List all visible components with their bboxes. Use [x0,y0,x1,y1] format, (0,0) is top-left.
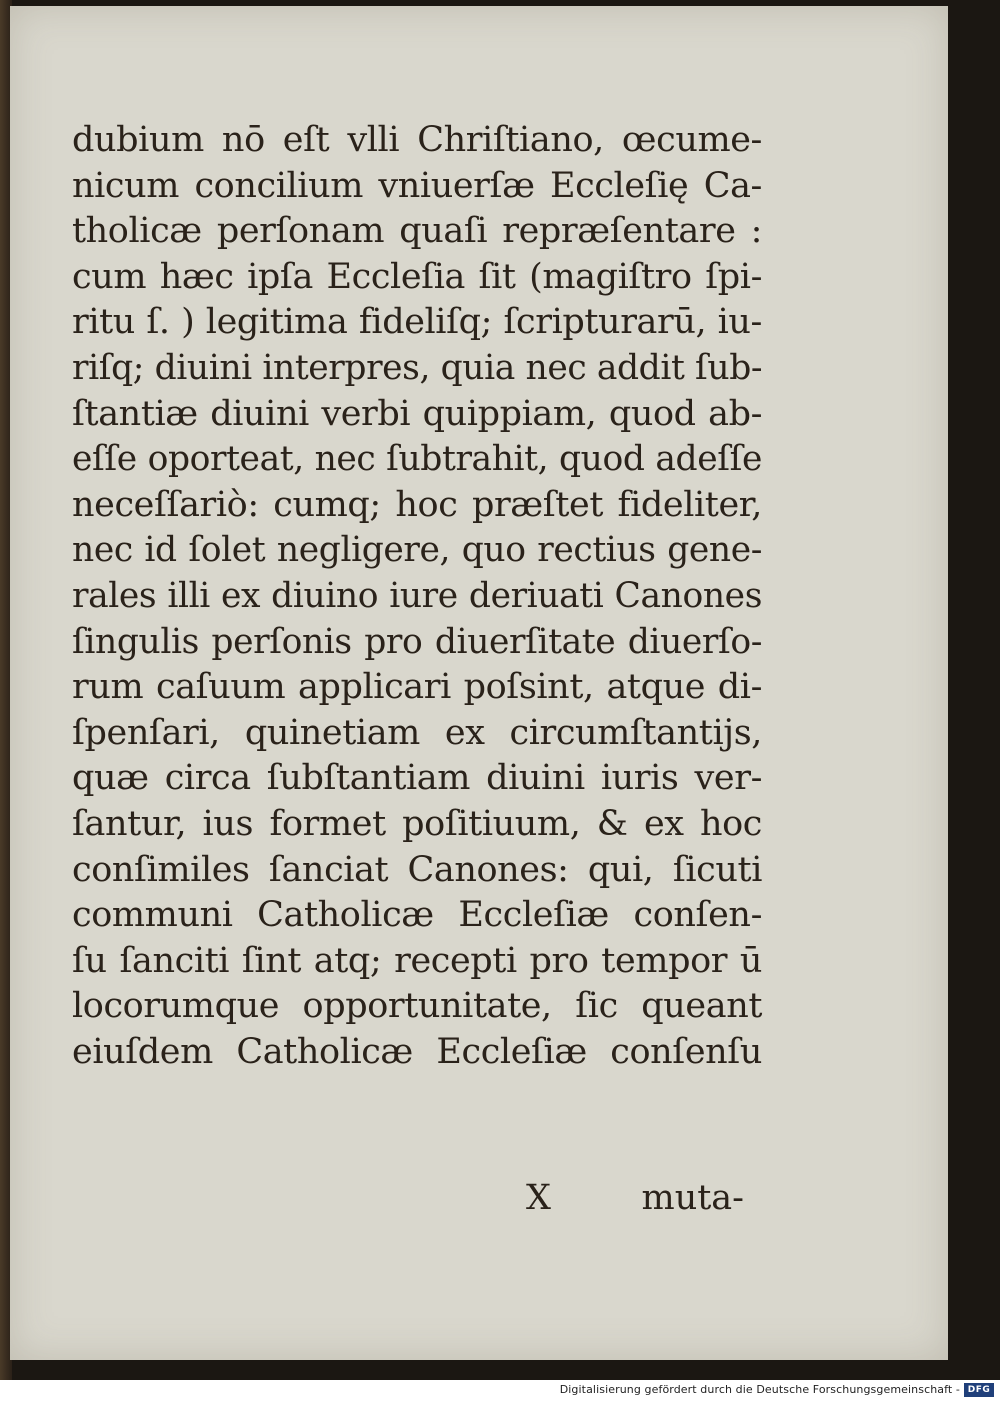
text-line: rales illi ex diuino iure deriuati Canones [72,575,762,616]
text-line: cum hæc ipſa Eccleſia ſit (magiſtro ſpi- [72,256,762,297]
funding-credit: Digitalisierung gefördert durch die Deutsche Forschungsgemeinschaft - [559,1383,960,1396]
text-line: ſu ſanciti ſint atq; recepti pro tempor ū [72,940,762,981]
text-line: tholicæ perſonam quaſi repræſentare : [72,211,762,252]
text-line: dubium nō eſt vlli Chriſtiano, œcume- [72,120,762,160]
text-line: eiuſdem Catholicæ Eccleſiæ conſenſu [72,1031,762,1072]
text-line: rum caſuum applicari poſsint, atque di- [72,667,762,708]
text-line: conſimiles ſanciat Canones: qui, ſicuti [72,849,762,890]
text-line: ſingulis perſonis pro diuerſitate diuerſo- [72,621,762,662]
text-line: nec id ſolet negligere, quo rectius gene- [72,530,762,571]
text-line: locorumque opportunitate, ſic queant [72,986,762,1027]
catchword: muta- [641,1178,744,1218]
text-line: quæ circa ſubſtantiam diuini iuris ver- [72,758,762,799]
catchline [72,1178,744,1224]
text-line: eſſe oporteat, nec ſubtrahit, quod adeſſe [72,439,762,480]
body-text [72,118,762,1075]
text-line: ſantur, ius formet poſitiuum, & ex hoc [72,803,762,844]
text-line: riſq; diuini interpres, quia nec addit ſub- [72,347,763,388]
book-page [10,6,948,1360]
text-line: ſpenſari, quinetiam ex circumſtantijs, [72,712,762,753]
text-line: nicum concilium vniuerſæ Eccleſię Ca- [72,165,762,206]
signature-mark: X [526,1178,551,1218]
text-line: neceſſariò: cumq; hoc præſtet fideliter, [72,484,762,525]
text-line: ritu ſ. ) legitima fideliſq; ſcripturarū, iu- [72,302,762,343]
digitization-footer [0,1380,1000,1401]
text-line: ſtantiæ diuini verbi quippiam, quod ab- [72,393,762,434]
dfg-logo-icon: DFG [964,1383,994,1397]
text-line: communi Catholicæ Eccleſiæ conſen- [72,895,762,936]
